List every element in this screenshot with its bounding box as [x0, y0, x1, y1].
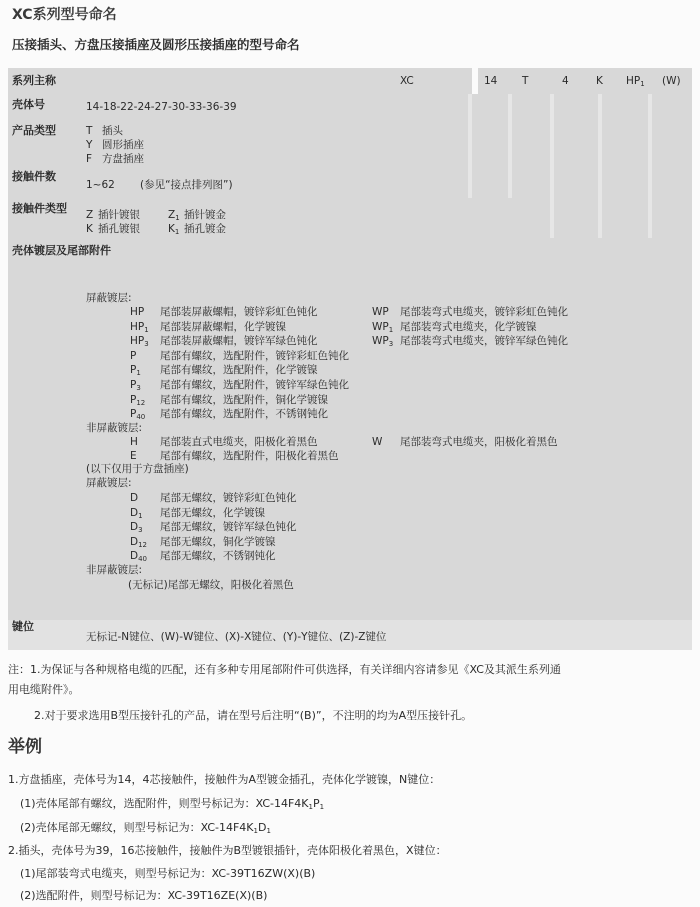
plating-desc: 尾部无螺纹，镀锌彩虹色钝化 — [160, 492, 297, 504]
plating-desc-alt: 尾部装弯式电缆夹，镀锌彩虹色钝化 — [400, 306, 568, 318]
plating-code: $D_1$ — [130, 506, 143, 520]
code-key: (W) — [662, 75, 681, 87]
row-label-product-type: 产品类型 — [12, 124, 56, 137]
code-plating: $HP_1$ — [626, 75, 645, 88]
example-2: 2.插头，壳体号为39，16芯接触件，接触件为B型镀银插针，壳体阳极化着黑色，X键位： — [8, 844, 447, 857]
contact-count-value: 1~62 — [86, 179, 115, 191]
product-type-code: T — [86, 125, 93, 137]
plating-desc: 尾部无螺纹，不锈钢钝化 — [160, 550, 276, 562]
plating-code: HP — [130, 306, 145, 318]
plating-desc: 尾部装屏蔽螺帽，镀锌彩虹色钝化 — [160, 306, 318, 318]
example-1-2: (2)壳体尾部无螺纹，则型号标记为：$XC-14F4K_1D_1$ — [20, 821, 271, 835]
key-values: 无标记-N键位、(W)-W键位、(X)-X键位、(Y)-Y键位、(Z)-Z键位 — [86, 631, 387, 643]
product-type-code: Y — [86, 139, 93, 151]
code-type: T — [522, 75, 529, 87]
plating-desc: 尾部无螺纹，化学镀镍 — [160, 506, 265, 519]
nonshielded-title: 非屏蔽镀层: — [86, 422, 143, 434]
contact-type-desc: 插孔镀金 — [184, 223, 226, 235]
plating-code: P — [130, 349, 137, 362]
plating-code: $P_1$ — [130, 364, 141, 378]
shielded2-title: 屏蔽镀层: — [86, 477, 132, 489]
contact-type-code: K — [86, 223, 93, 235]
plating-code: H — [130, 436, 138, 448]
shell-values: 14-18-22-24-27-30-33-36-39 — [86, 101, 237, 113]
plating-code-alt: WP — [372, 306, 389, 318]
row-label-key: 键位 — [12, 620, 34, 633]
contact-count-note: (参见“接点排列图”) — [140, 179, 233, 191]
plating-code: $HP_3$ — [130, 335, 149, 349]
plating-code: $D_{12}$ — [130, 535, 148, 549]
code-shell: 14 — [484, 75, 498, 87]
plating-desc: 尾部装直式电缆夹，阳极化着黑色 — [160, 436, 318, 448]
plating-code: E — [130, 450, 137, 462]
note-2: 2.对于要求选用B型压接针孔的产品，请在型号后注明“(B)”，不注明的均为A型压接针孔。 — [34, 709, 473, 722]
contact-type-desc: 插针镀银 — [98, 209, 140, 221]
plating-code: $D_3$ — [130, 521, 143, 534]
plating-desc: 尾部有螺纹，选配附件，化学镀镍 — [160, 364, 318, 377]
code-series: XC — [400, 75, 414, 87]
examples-title: 举例 — [8, 737, 42, 757]
row-label-series: 系列主称 — [12, 74, 56, 87]
plating-desc: 尾部无螺纹，镀锌军绿色钝化 — [160, 521, 297, 533]
note-1-cont: 用电缆附件》。 — [8, 683, 80, 696]
plating-code-alt: W — [372, 436, 383, 448]
example-1-1: (1)壳体尾部有螺纹，选配附件，则型号标记为：$XC-14F4K_1P_1$ — [20, 797, 325, 811]
plating-desc-alt: 尾部装弯式电缆夹，化学镀镍 — [400, 320, 537, 333]
plating-desc: 尾部有螺纹，选配附件，镀锌军绿色钝化 — [160, 379, 349, 391]
contact-type-desc: 插孔镀银 — [98, 223, 140, 235]
product-type-desc: 插头 — [102, 125, 123, 137]
example-2-1: (1)尾部装弯式电缆夹，则型号标记为：XC-39T16ZW(X)(B) — [20, 867, 316, 880]
example-2-2: (2)选配附件，则型号标记为：XC-39T16ZE(X)(B) — [20, 889, 268, 902]
square-note: (以下仅用于方盘插座) — [86, 463, 189, 475]
contact-type-code: $K_1$ — [168, 223, 180, 236]
page-subtitle: 压接插头、方盘压接插座及圆形压接插座的型号命名 — [12, 37, 300, 52]
plating-code: $P_3$ — [130, 379, 141, 392]
example-1: 1.方盘插座，壳体号为14，4芯接触件，接触件为A型镀金插孔，壳体化学镀镍，N键位： — [8, 773, 441, 786]
plating-code-alt: $WP_1$ — [372, 320, 394, 334]
page-title: XC系列型号命名 — [12, 7, 117, 23]
product-type-desc: 圆形插座 — [102, 139, 144, 151]
plating-code: $D_{40}$ — [130, 550, 148, 563]
code-contact: K — [596, 75, 603, 87]
plating-desc-alt: 尾部装弯式电缆夹，镀锌军绿色钝化 — [400, 335, 568, 348]
plating-desc: 尾部无螺纹，铜化学镀镍 — [160, 535, 276, 548]
row-label-contact-count: 接触件数 — [12, 170, 56, 183]
plating-desc: 尾部装屏蔽螺帽，镀锌军绿色钝化 — [160, 335, 318, 348]
plating-code: $P_{12}$ — [130, 393, 146, 407]
plating-desc: 尾部有螺纹，选配附件，镀锌彩虹色钝化 — [160, 349, 349, 362]
shielded-title: 屏蔽镀层: — [86, 292, 132, 304]
note-1: 注：1.为保证与各种规格电缆的匹配，还有多种专用尾部附件可供选择，有关详细内容请参见《XC及其派生系列通 — [8, 663, 561, 676]
plating-desc: 尾部有螺纹，选配附件，阳极化着黑色 — [160, 450, 339, 462]
nonshielded2-line: (无标记)尾部无螺纹，阳极化着黑色 — [128, 579, 294, 591]
plating-code-alt: $WP_3$ — [372, 335, 394, 349]
plating-desc: 尾部有螺纹，选配附件，不锈钢钝化 — [160, 408, 328, 421]
nonshielded2-title: 非屏蔽镀层: — [86, 564, 143, 576]
row-label-plating: 壳体镀层及尾部附件 — [12, 244, 111, 257]
plating-code: D — [130, 492, 139, 504]
code-count: 4 — [562, 75, 569, 87]
plating-code: $HP_1$ — [130, 320, 149, 334]
contact-type-code: Z — [86, 209, 94, 221]
plating-code: $P_{40}$ — [130, 408, 146, 422]
plating-desc: 尾部装屏蔽螺帽，化学镀镍 — [160, 320, 286, 333]
product-type-code: F — [86, 153, 93, 165]
plating-desc-alt: 尾部装弯式电缆夹，阳极化着黑色 — [400, 436, 558, 448]
contact-type-desc: 插针镀金 — [184, 209, 226, 221]
contact-type-code: $Z_1$ — [168, 209, 180, 222]
product-type-desc: 方盘插座 — [102, 153, 144, 165]
row-label-contact-type: 接触件类型 — [12, 202, 67, 215]
row-label-shell: 壳体号 — [12, 98, 45, 111]
plating-desc: 尾部有螺纹，选配附件，铜化学镀镍 — [160, 393, 328, 406]
